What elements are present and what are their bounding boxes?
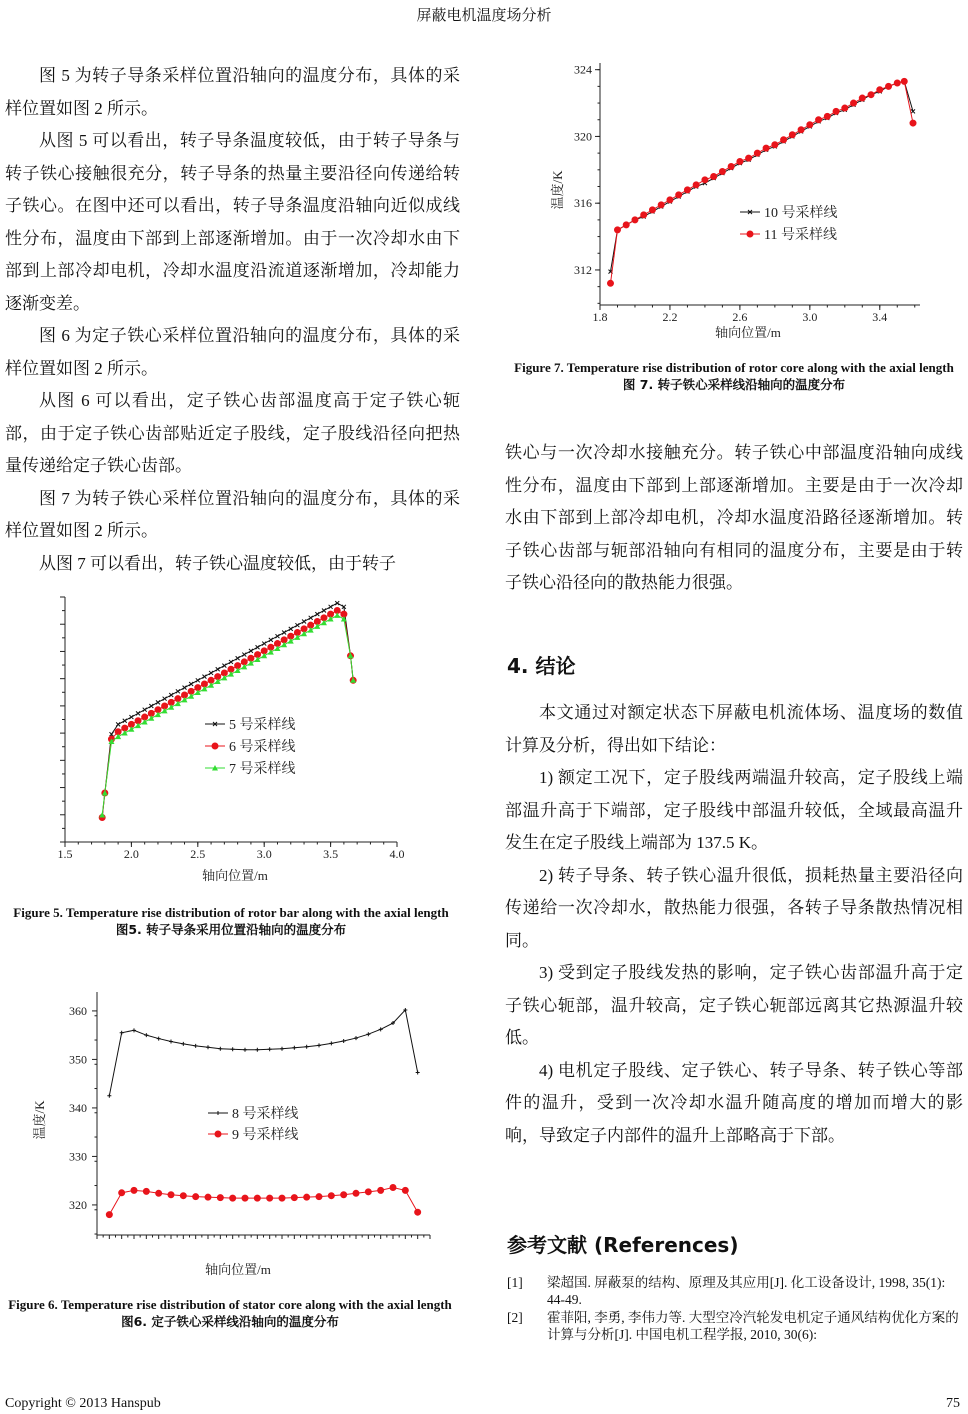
paragraph: 本文通过对额定状态下屏蔽电机流体场、温度场的数值计算及分析，得出如下结论： [505, 703, 963, 755]
data-point [641, 212, 647, 218]
legend-label: 9 号采样线 [232, 1128, 299, 1143]
data-point [183, 686, 187, 690]
data-point [176, 689, 180, 693]
data-point [719, 168, 725, 174]
data-point [196, 678, 200, 682]
data-point [230, 1195, 236, 1201]
data-point [353, 1190, 359, 1196]
x-tick-label: 2.2 [662, 310, 678, 324]
data-point [415, 1209, 421, 1215]
data-point [868, 92, 874, 98]
data-point [335, 601, 339, 605]
x-tick-label: 2.0 [123, 847, 139, 861]
paragraph: 铁心与一次冷却水接触充分。转子铁心中部温度沿轴向成线性分布，温度由下部到上部逐渐增加。主要是由于一次冷却水由下部到上部冷却电机，冷却水温度沿路径逐渐增加。转子铁心齿部与轭部沿轴向有相同的温度分布，主要是由于转子铁心沿径向的散热能力很强。 [505, 443, 963, 592]
legend-label: 10 号采样线 [764, 206, 838, 221]
data-point [658, 202, 664, 208]
figure-6-caption [0, 1297, 460, 1330]
data-point [737, 158, 743, 164]
data-point [156, 1190, 162, 1196]
x-axis-title: 轴向位置/m [715, 325, 781, 340]
data-point [107, 1094, 111, 1098]
paragraph: 从图 7 可以看出，转子铁心温度较低，由于转子 [39, 553, 396, 573]
data-point [119, 1190, 125, 1196]
data-point [217, 1195, 223, 1201]
data-point [365, 1189, 371, 1195]
data-point [254, 1195, 260, 1201]
data-point [315, 612, 319, 616]
data-point [816, 117, 822, 123]
section-4-heading: 4. 结论 [507, 654, 576, 678]
data-point [305, 1045, 309, 1049]
data-point [702, 177, 708, 183]
data-point [676, 192, 682, 198]
data-point [132, 1028, 136, 1032]
reference-number: [2] [507, 1310, 523, 1325]
paragraph: 3) 受到定子股线发热的影响，定子铁心齿部温升高于定子铁心轭部，温升较高，定子铁心轭部远离其它热源温升较低。 [505, 963, 963, 1047]
x-axis-title: 轴向位置/m [202, 868, 268, 883]
data-point [859, 95, 865, 101]
reference-item [507, 1309, 963, 1343]
y-tick-label: 324 [574, 62, 592, 77]
data-point [851, 100, 857, 106]
figure-5-chart [30, 590, 440, 890]
series-line-0 [102, 603, 353, 817]
data-point [746, 155, 752, 161]
data-point [824, 113, 830, 119]
data-point [136, 711, 140, 715]
figure-7-caption [500, 360, 968, 393]
figure-5-caption [0, 905, 462, 938]
data-point [728, 163, 734, 169]
series-line-1 [102, 610, 353, 817]
data-point [143, 1188, 149, 1194]
data-point [684, 187, 690, 193]
data-point [129, 715, 133, 719]
caption-chinese: 图 7. 转子铁心采样线沿轴向的温度分布 [622, 377, 846, 392]
data-point [763, 145, 769, 151]
x-tick-label: 3.0 [256, 847, 272, 861]
data-point [143, 708, 147, 712]
data-point [149, 704, 153, 708]
data-point [282, 631, 286, 635]
data-point [901, 78, 907, 84]
data-point [216, 667, 220, 671]
data-point [877, 87, 883, 93]
data-point [181, 1042, 185, 1046]
legend-label: 8 号采样线 [232, 1107, 299, 1122]
figure-7-chart [540, 55, 940, 345]
series-line-0 [109, 1010, 417, 1096]
data-point [194, 1044, 198, 1048]
references-list [507, 1274, 963, 1344]
data-point [163, 697, 167, 701]
data-point [390, 1184, 396, 1190]
left-body-text [5, 60, 460, 580]
data-point [231, 1047, 235, 1051]
data-point [607, 280, 613, 286]
data-point [623, 222, 629, 228]
data-point [379, 1027, 383, 1031]
data-point [267, 1195, 273, 1201]
data-point [649, 207, 655, 213]
y-tick-label: 350 [69, 1052, 87, 1067]
conclusions-text [505, 697, 963, 1152]
data-point [193, 1194, 199, 1200]
data-point [886, 83, 892, 89]
data-point [842, 105, 848, 111]
data-point [106, 1212, 112, 1218]
data-point [205, 1194, 211, 1200]
data-point [256, 645, 260, 649]
x-tick-label: 2.5 [190, 847, 206, 861]
data-point [317, 1043, 321, 1047]
data-point [754, 150, 760, 156]
paragraph: 1) 额定工况下，定子股线两端温升较高，定子股线上端部温升高于下端部，定子股线中部温升较低，全域最高温升发生在定子股线上端部为 137.5 K。 [505, 768, 963, 852]
x-axis-title: 轴向位置/m [205, 1262, 271, 1277]
data-point [116, 722, 120, 726]
data-point [289, 627, 293, 631]
data-point [833, 108, 839, 114]
data-point [279, 1195, 285, 1201]
x-tick-label: 1.8 [592, 310, 608, 324]
data-point [215, 1131, 221, 1137]
data-point [910, 120, 916, 126]
reference-text: 梁超国. 屏蔽泵的结构、原理及其应用[J]. 化工设备设计, 1998, 35(1): 44-49. [547, 1275, 946, 1307]
right-body-text [505, 437, 963, 600]
data-point [632, 217, 638, 223]
caption-chinese: 图6. 定子铁心采样线沿轴向的温度分布 [121, 1314, 339, 1329]
data-point [222, 664, 226, 668]
data-point [218, 1047, 222, 1051]
data-point [209, 671, 213, 675]
data-point [667, 197, 673, 203]
legend-label: 7 号采样线 [229, 762, 296, 777]
data-point [798, 127, 804, 133]
series-line-1 [610, 81, 913, 283]
x-tick-label: 3.4 [872, 310, 888, 324]
x-tick-label: 4.0 [389, 847, 405, 861]
data-point [342, 1039, 346, 1043]
data-point [229, 660, 233, 664]
y-tick-label: 340 [69, 1100, 87, 1115]
data-point [206, 1045, 210, 1049]
data-point [807, 122, 813, 128]
data-point [242, 1195, 248, 1201]
data-point [747, 231, 753, 237]
data-point [169, 1039, 173, 1043]
legend-label: 5 号采样线 [229, 718, 296, 733]
paragraph: 从图 6 可以看出，定子铁心齿部温度高于定子铁心轭部，由于定子铁心齿部贴近定子股线，定子股线沿径向把热量传递给定子铁心齿部。 [5, 391, 460, 475]
x-tick-label: 1.5 [57, 847, 73, 861]
y-tick-label: 312 [574, 262, 592, 277]
caption-english: Figure 5. Temperature rise distribution of rotor bar along with the axial length [13, 905, 449, 920]
data-point [402, 1187, 408, 1193]
x-tick-label: 2.6 [732, 310, 748, 324]
data-point [341, 1192, 347, 1198]
data-point [772, 142, 778, 148]
data-point [180, 1193, 186, 1199]
references-heading: 参考文献 (References) [507, 1233, 739, 1257]
data-point [131, 1187, 137, 1193]
data-point [157, 1037, 161, 1041]
data-point [212, 743, 218, 749]
page-number: 75 [946, 1396, 960, 1411]
data-point [168, 1192, 174, 1198]
data-point [328, 1193, 334, 1199]
data-point [255, 1048, 259, 1052]
data-point [268, 1047, 272, 1051]
data-point [189, 682, 193, 686]
data-point [781, 137, 787, 143]
data-point [280, 1047, 284, 1051]
data-point [354, 1036, 358, 1040]
data-point [416, 1071, 420, 1075]
data-point [329, 605, 333, 609]
paragraph: 从图 5 可以看出，转子导条温度较低，由于转子导条与转子铁心接触很充分，转子导条的热量主要沿径向传递给转子铁心。在图中还可以看出，转子导条温度沿轴向近似成线性分布，温度由下部到上部逐渐增加。由于一次冷却水由下部到上部冷却电机，冷却水温度沿流道逐渐增加，冷却能力逐渐变差。 [5, 131, 460, 313]
data-point [295, 623, 299, 627]
axes [600, 63, 920, 305]
data-point [242, 653, 246, 657]
data-point [304, 1194, 310, 1200]
data-point [144, 1033, 148, 1037]
y-axis-title: 温度/K [550, 170, 565, 210]
copyright: Copyright © 2013 Hanspub [5, 1396, 161, 1411]
data-point [693, 182, 699, 188]
data-point [292, 1046, 296, 1050]
data-point [123, 719, 127, 723]
caption-english: Figure 7. Temperature rise distribution of rotor core along with the axial length [514, 360, 954, 375]
data-point [169, 693, 173, 697]
data-point [120, 1031, 124, 1035]
data-point [302, 620, 306, 624]
data-point [894, 80, 900, 86]
data-point [156, 700, 160, 704]
y-tick-label: 320 [69, 1197, 87, 1212]
reference-text: 霍菲阳, 李勇, 李伟力等. 大型空冷汽轮发电机定子通风结构优化方案的计算与分析[J]. 中国电机工程学报, 2010, 30(6): [547, 1310, 959, 1342]
paragraph: 图 6 为定子铁心采样位置沿轴向的温度分布，具体的采样位置如图 2 所示。 [5, 326, 460, 378]
data-point [249, 649, 253, 653]
x-tick-label: 3.5 [323, 847, 339, 861]
reference-number: [1] [507, 1275, 523, 1290]
paragraph: 2) 转子导条、转子铁心温升很低，损耗热量主要沿径向传递给一次冷却水，散热能力很强，各转子导条散热情况相同。 [505, 865, 963, 950]
data-point [275, 634, 279, 638]
data-point [269, 638, 273, 642]
data-point [329, 1041, 333, 1045]
reference-item [507, 1274, 963, 1308]
data-point [316, 1194, 322, 1200]
y-tick-label: 316 [574, 196, 592, 211]
legend-label: 6 号采样线 [229, 740, 296, 755]
data-point [711, 173, 717, 179]
y-tick-label: 330 [69, 1149, 87, 1164]
paragraph: 图 5 为转子导条采样位置沿轴向的温度分布，具体的采样位置如图 2 所示。 [5, 66, 460, 118]
figure-6-chart [30, 990, 440, 1280]
x-tick-label: 3.0 [802, 310, 818, 324]
data-point [216, 1111, 220, 1115]
caption-english: Figure 6. Temperature rise distribution of stator core along with the axial length [8, 1297, 452, 1312]
paragraph: 图 7 为转子铁心采样位置沿轴向的温度分布，具体的采样位置如图 2 所示。 [5, 488, 460, 540]
data-point [262, 642, 266, 646]
data-point [366, 1032, 370, 1036]
data-point [243, 1048, 247, 1052]
data-point [202, 675, 206, 679]
paragraph: 4) 电机定子股线、定子铁心、转子导条、转子铁心等部件的温升，受到一次冷却水温升随高度的增加而增大的影响，导致定子内部件的温升上部略高于下部。 [505, 1060, 963, 1145]
data-point [378, 1187, 384, 1193]
data-point [789, 132, 795, 138]
caption-chinese: 图5. 转子导条采用位置沿轴向的温度分布 [115, 922, 347, 937]
data-point [291, 1195, 297, 1201]
series-line-0 [610, 81, 913, 271]
y-tick-label: 320 [574, 129, 592, 144]
data-point [614, 227, 620, 233]
running-header: 屏蔽电机温度场分析 [416, 8, 552, 24]
legend-label: 11 号采样线 [764, 228, 837, 243]
data-point [236, 656, 240, 660]
y-tick-label: 360 [69, 1003, 87, 1018]
y-axis-title: 温度/K [32, 1100, 47, 1140]
data-point [322, 608, 326, 612]
data-point [309, 616, 313, 620]
